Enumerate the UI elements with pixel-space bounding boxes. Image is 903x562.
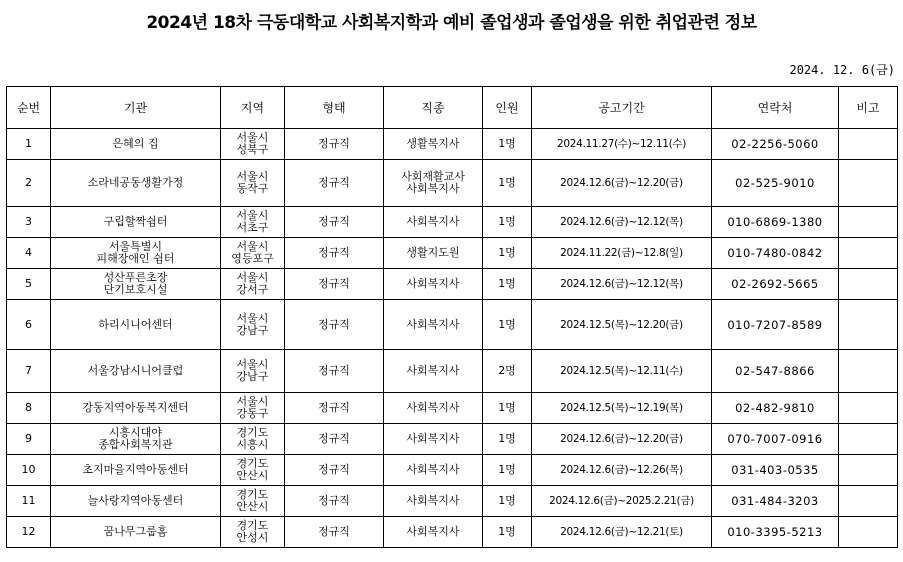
table-row — [7, 269, 898, 300]
table-row — [7, 393, 898, 424]
cell-period: 2024.12.6(금)~12.20(금) — [532, 424, 712, 455]
cell-count: 1명 — [483, 207, 532, 238]
job-listings-table — [6, 86, 898, 548]
cell-region: 서울시 강남구 — [221, 300, 285, 350]
cell-remarks — [839, 393, 898, 424]
cell-period: 2024.12.6(금)~12.20(금) — [532, 160, 712, 207]
page-title: 2024년 18차 극동대학교 사회복지학과 예비 졸업생과 졸업생을 위한 취업관련 정보 — [146, 13, 757, 33]
cell-remarks — [839, 269, 898, 300]
cell-no: 1 — [7, 129, 51, 160]
cell-no: 6 — [7, 300, 51, 350]
cell-no: 5 — [7, 269, 51, 300]
cell-institution: 은혜의 집 — [51, 129, 221, 160]
cell-count: 1명 — [483, 160, 532, 207]
cell-institution: 소라네공동생활가정 — [51, 160, 221, 207]
cell-institution: 시흥시대야 종합사회복지관 — [51, 424, 221, 455]
cell-no: 4 — [7, 238, 51, 269]
cell-contact: 02-482-9810 — [712, 393, 839, 424]
table-row — [7, 238, 898, 269]
cell-no: 8 — [7, 393, 51, 424]
cell-count: 1명 — [483, 129, 532, 160]
table-row — [7, 160, 898, 207]
cell-region: 서울시 강남구 — [221, 350, 285, 393]
cell-region: 경기도 안산시 — [221, 486, 285, 517]
cell-period: 2024.12.5(목)~12.20(금) — [532, 300, 712, 350]
cell-period: 2024.12.6(금)~12.26(목) — [532, 455, 712, 486]
cell-type: 정규직 — [285, 160, 384, 207]
cell-period: 2024.12.5(목)~12.11(수) — [532, 350, 712, 393]
cell-job: 사회재활교사 사회복지사 — [384, 160, 483, 207]
table-row — [7, 207, 898, 238]
cell-contact: 070-7007-0916 — [712, 424, 839, 455]
table-header-row — [7, 87, 898, 129]
cell-contact: 010-7207-8589 — [712, 300, 839, 350]
header-contact: 연락처 — [712, 87, 839, 129]
cell-job: 사회복지사 — [384, 269, 483, 300]
cell-institution: 하리시니어센터 — [51, 300, 221, 350]
header-no: 순번 — [7, 87, 51, 129]
cell-institution: 구립할짝쉼터 — [51, 207, 221, 238]
cell-count: 1명 — [483, 238, 532, 269]
cell-type: 정규직 — [285, 350, 384, 393]
cell-type: 정규직 — [285, 517, 384, 548]
cell-institution: 늘사랑지역아동센터 — [51, 486, 221, 517]
header-region: 지역 — [221, 87, 285, 129]
cell-region: 서울시 성북구 — [221, 129, 285, 160]
cell-institution: 초지마을지역아동센터 — [51, 455, 221, 486]
cell-no: 7 — [7, 350, 51, 393]
cell-contact: 031-484-3203 — [712, 486, 839, 517]
cell-institution: 서울강남시니어클럽 — [51, 350, 221, 393]
cell-no: 11 — [7, 486, 51, 517]
document-date: 2024. 12. 6(금) — [789, 63, 895, 77]
cell-remarks — [839, 160, 898, 207]
cell-period: 2024.12.6(금)~12.12(목) — [532, 269, 712, 300]
cell-count: 1명 — [483, 424, 532, 455]
cell-region: 경기도 안성시 — [221, 517, 285, 548]
cell-contact: 010-6869-1380 — [712, 207, 839, 238]
cell-count: 1명 — [483, 300, 532, 350]
cell-contact: 02-2692-5665 — [712, 269, 839, 300]
cell-type: 정규직 — [285, 269, 384, 300]
cell-remarks — [839, 350, 898, 393]
header-remarks: 비고 — [839, 87, 898, 129]
cell-type: 정규직 — [285, 424, 384, 455]
cell-institution: 꿈나무그룹홈 — [51, 517, 221, 548]
cell-institution: 강동지역아동복지센터 — [51, 393, 221, 424]
cell-contact: 031-403-0535 — [712, 455, 839, 486]
cell-institution: 서울특별시 피해장애인 쉼터 — [51, 238, 221, 269]
cell-remarks — [839, 486, 898, 517]
cell-remarks — [839, 424, 898, 455]
cell-region: 서울시 동작구 — [221, 160, 285, 207]
cell-job: 사회복지사 — [384, 517, 483, 548]
header-period: 공고기간 — [532, 87, 712, 129]
header-type: 형태 — [285, 87, 384, 129]
cell-count: 1명 — [483, 486, 532, 517]
cell-institution: 성산푸른초장 단기보호시설 — [51, 269, 221, 300]
cell-no: 12 — [7, 517, 51, 548]
cell-region: 서울시 서초구 — [221, 207, 285, 238]
cell-remarks — [839, 517, 898, 548]
cell-remarks — [839, 455, 898, 486]
table-row — [7, 486, 898, 517]
cell-remarks — [839, 300, 898, 350]
cell-no: 2 — [7, 160, 51, 207]
cell-remarks — [839, 129, 898, 160]
cell-job: 사회복지사 — [384, 300, 483, 350]
cell-count: 1명 — [483, 393, 532, 424]
cell-type: 정규직 — [285, 129, 384, 160]
cell-region: 경기도 시흥시 — [221, 424, 285, 455]
cell-type: 정규직 — [285, 207, 384, 238]
cell-period: 2024.12.6(금)~12.21(토) — [532, 517, 712, 548]
cell-contact: 010-7480-0842 — [712, 238, 839, 269]
cell-job: 생활복지사 — [384, 129, 483, 160]
table-row — [7, 129, 898, 160]
cell-count: 1명 — [483, 269, 532, 300]
cell-type: 정규직 — [285, 486, 384, 517]
cell-contact: 02-2256-5060 — [712, 129, 839, 160]
cell-type: 정규직 — [285, 238, 384, 269]
cell-type: 정규직 — [285, 393, 384, 424]
cell-job: 사회복지사 — [384, 486, 483, 517]
cell-no: 10 — [7, 455, 51, 486]
cell-type: 정규직 — [285, 300, 384, 350]
cell-remarks — [839, 207, 898, 238]
cell-job: 사회복지사 — [384, 424, 483, 455]
table-row — [7, 517, 898, 548]
table-row — [7, 424, 898, 455]
cell-job: 사회복지사 — [384, 455, 483, 486]
cell-job: 사회복지사 — [384, 393, 483, 424]
cell-no: 3 — [7, 207, 51, 238]
cell-region: 경기도 안산시 — [221, 455, 285, 486]
cell-region: 서울시 영등포구 — [221, 238, 285, 269]
cell-job: 사회복지사 — [384, 350, 483, 393]
cell-region: 서울시 강서구 — [221, 269, 285, 300]
cell-count: 2명 — [483, 350, 532, 393]
header-institution: 기관 — [51, 87, 221, 129]
cell-period: 2024.11.27(수)~12.11(수) — [532, 129, 712, 160]
cell-no: 9 — [7, 424, 51, 455]
table-row — [7, 300, 898, 350]
cell-contact: 02-525-9010 — [712, 160, 839, 207]
header-job: 직종 — [384, 87, 483, 129]
cell-count: 1명 — [483, 517, 532, 548]
table-row — [7, 455, 898, 486]
cell-period: 2024.11.22(금)~12.8(일) — [532, 238, 712, 269]
cell-contact: 010-3395-5213 — [712, 517, 839, 548]
cell-region: 서울시 강동구 — [221, 393, 285, 424]
cell-period: 2024.12.6(금)~12.12(목) — [532, 207, 712, 238]
cell-contact: 02-547-8866 — [712, 350, 839, 393]
cell-type: 정규직 — [285, 455, 384, 486]
cell-job: 사회복지사 — [384, 207, 483, 238]
cell-job: 생활지도원 — [384, 238, 483, 269]
table-row — [7, 350, 898, 393]
cell-count: 1명 — [483, 455, 532, 486]
cell-remarks — [839, 238, 898, 269]
header-count: 인원 — [483, 87, 532, 129]
cell-period: 2024.12.6(금)~2025.2.21(금) — [532, 486, 712, 517]
cell-period: 2024.12.5(목)~12.19(목) — [532, 393, 712, 424]
